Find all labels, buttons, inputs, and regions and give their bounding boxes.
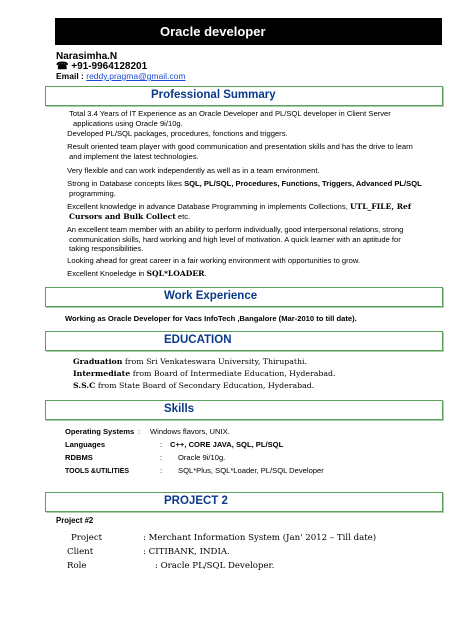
summary-text: Strong in Database concepts likes bbox=[67, 179, 185, 188]
summary-item bbox=[56, 129, 446, 139]
email-label: Email : bbox=[56, 71, 84, 81]
summary-text: etc. bbox=[175, 211, 191, 221]
education-item bbox=[64, 357, 444, 367]
education-label: Intermediate bbox=[73, 369, 131, 378]
summary-text: Looking ahead for great career in a fair working environment with opportunities to grow. bbox=[67, 256, 361, 265]
summary-item bbox=[56, 109, 446, 128]
section-professional-summary bbox=[45, 86, 443, 106]
section-project bbox=[45, 492, 443, 512]
skill-row bbox=[56, 453, 93, 462]
summary-text-cont: programming. bbox=[69, 188, 116, 198]
summary-item bbox=[56, 269, 446, 279]
summary-text: Developed PL/SQL packages, procedures, fonctions and triggers. bbox=[67, 129, 288, 138]
section-title: PROJECT 2 bbox=[164, 495, 228, 507]
work-text: Working as Oracle Developer for Vacs InfoTech ,Bangalore (Mar-2010 to till date). bbox=[65, 314, 357, 323]
education-item bbox=[64, 369, 444, 379]
summary-text-cont: communication skills, hard working and high level of motivation. A quick learner with an aptitude for bbox=[69, 234, 401, 244]
summary-bold: Cursors and Bulk Collect bbox=[69, 211, 176, 221]
summary-text: . bbox=[204, 269, 207, 278]
summary-text: Excellent Knoeledge in bbox=[67, 269, 147, 278]
skill-label: Operating Systems bbox=[65, 427, 135, 436]
skill-value: C++, CORE JAVA, SQL, PL/SQL bbox=[170, 440, 284, 449]
skill-row bbox=[56, 440, 105, 449]
summary-text-cont: and implement the latest technologies. bbox=[69, 151, 199, 161]
education-label: S.S.C bbox=[73, 381, 96, 390]
skill-row bbox=[56, 466, 129, 475]
summary-text-cont: taking responsibilities. bbox=[69, 244, 144, 253]
summary-bold: SQL, PL/SQL, Procedures, Functions, Triggers, Advanced PL/SQL bbox=[184, 179, 422, 188]
project-value: : CITIBANK, INDIA. bbox=[143, 547, 230, 557]
section-title: Work Experience bbox=[164, 290, 258, 302]
skill-sep: : bbox=[160, 466, 163, 475]
title-bar bbox=[55, 18, 442, 45]
skill-label: Languages bbox=[65, 440, 106, 449]
skill-label: TOOLS &UTILITIES bbox=[65, 468, 130, 475]
skill-sep: : bbox=[160, 440, 163, 449]
section-title: EDUCATION bbox=[164, 334, 232, 346]
section-skills bbox=[45, 400, 443, 420]
summary-item bbox=[56, 225, 446, 254]
project-row bbox=[58, 547, 93, 557]
section-education bbox=[45, 331, 443, 351]
summary-bold: SQL*LOADER bbox=[146, 269, 205, 278]
project-value: : Merchant Information System (Jan' 2012 – Till date) bbox=[143, 533, 377, 543]
skill-value: SQL*Plus, SQL*Loader, PL/SQL Developer bbox=[178, 466, 324, 475]
job-title: Oracle developer bbox=[160, 24, 266, 39]
summary-item bbox=[56, 179, 446, 198]
summary-item bbox=[56, 166, 446, 176]
summary-item bbox=[56, 202, 446, 221]
skill-value: Oracle 9i/10g. bbox=[178, 453, 226, 462]
education-text: from Board of Intermediate Education, Hyderabad. bbox=[130, 369, 336, 378]
summary-item bbox=[56, 256, 446, 266]
project-value: : Oracle PL/SQL Developer. bbox=[155, 561, 275, 571]
project-heading: Project #2 bbox=[56, 516, 94, 525]
section-title: Professional Summary bbox=[151, 89, 276, 101]
project-label: Role bbox=[67, 561, 87, 571]
project-row bbox=[58, 533, 102, 543]
summary-text: An excellent team member with an ability to perform individually, good interpersonal relations, strong bbox=[66, 225, 404, 234]
education-item bbox=[64, 381, 444, 391]
summary-text: Very flexible and can work independently as well as in a team environment. bbox=[67, 166, 320, 175]
project-label: Project bbox=[71, 533, 103, 543]
skill-value: Windows flavors, UNIX. bbox=[150, 427, 230, 436]
skill-sep: : bbox=[160, 453, 163, 462]
project-label: Client bbox=[67, 547, 94, 557]
email-link[interactable]: reddy.pragma@gmail.com bbox=[86, 71, 186, 81]
education-text: from State Board of Secondary Education, Hyderabad. bbox=[95, 381, 315, 390]
skill-label: RDBMS bbox=[65, 453, 93, 462]
skill-sep: : bbox=[138, 427, 141, 436]
skill-row bbox=[56, 427, 134, 436]
candidate-name: Narasimha.N bbox=[56, 51, 118, 62]
summary-text: Result oriented team player with good communication and presentation skills and has the drive to learn bbox=[67, 142, 413, 151]
summary-text: Excellent knowledge in advance Database Programming in implements Collections, bbox=[67, 202, 350, 211]
summary-item bbox=[56, 142, 446, 161]
summary-text-cont: applications using Oracle 9i/10g. bbox=[73, 118, 183, 128]
summary-text: Total 3.4 Years of IT Experience as an Oracle Developer and PL/SQL developer in Client Server bbox=[69, 109, 391, 118]
education-label: Graduation bbox=[73, 357, 123, 366]
work-item bbox=[56, 314, 446, 324]
project-row bbox=[58, 561, 86, 571]
section-work-experience bbox=[45, 287, 443, 307]
summary-bold: UTL_FILE, Ref bbox=[349, 202, 412, 211]
section-title: Skills bbox=[164, 403, 195, 415]
education-text: from Sri Venkateswara University, Thirupathi. bbox=[122, 357, 307, 366]
phone-number: ☎ +91-9964128201 bbox=[56, 61, 148, 72]
email-line bbox=[56, 71, 185, 81]
